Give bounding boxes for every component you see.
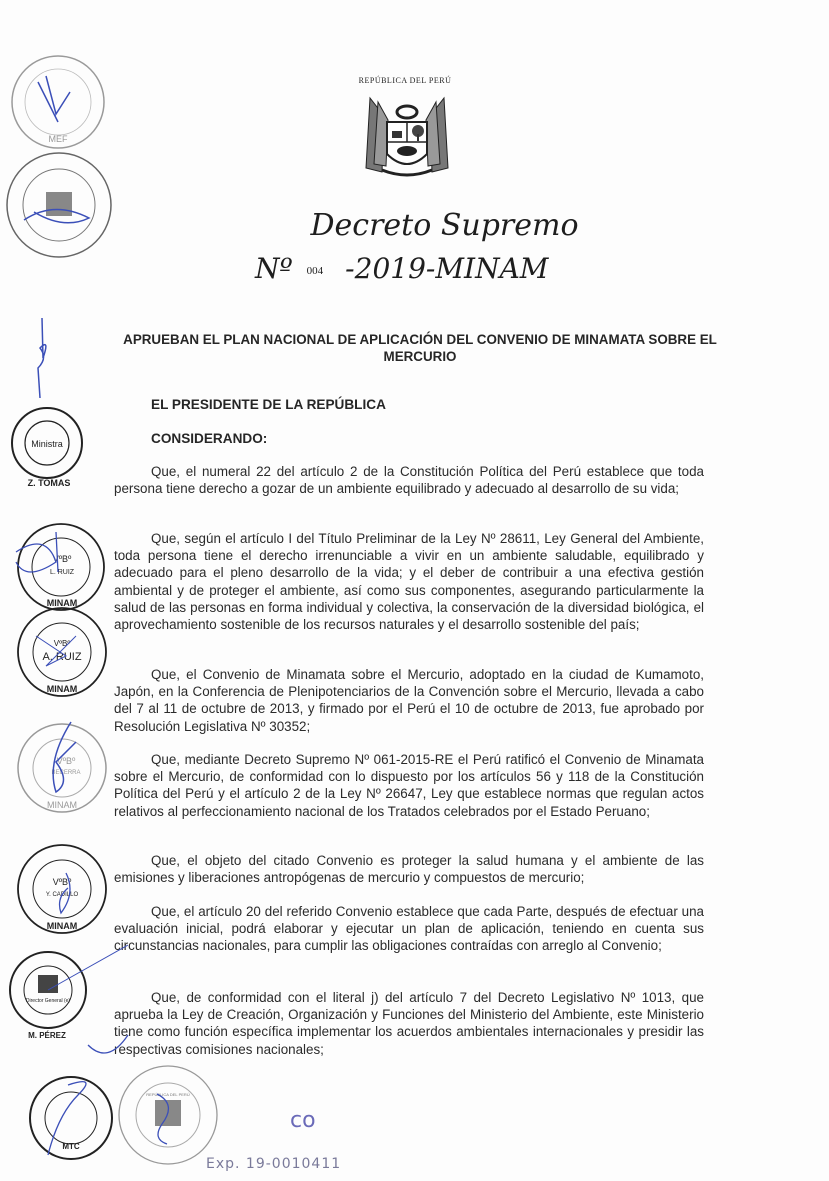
decree-number — [255, 252, 548, 285]
stamp-name-perez: M. PÉREZ — [28, 1031, 66, 1040]
peru-coat-of-arms-icon — [352, 76, 462, 186]
paragraph-1: Que, el numeral 22 del artículo 2 de la Constitución Política del Perú establece que toda persona tiene derecho a gozar de un ambiente equilibrado y adecuado al desarrollo de su vida; — [114, 464, 704, 497]
paragraph-4: Que, mediante Decreto Supremo Nº 061-2015-RE el Perú ratificó el Convenio de Minamata sobre el Mercurio, de conformidad con lo dispuesto por los artículos 56 y 118 de la Constitución Política del Perú y el artículo 2 de la Ley Nº 26647, Ley que establece normas que regulan actos relativos al perfeccionamiento nacional de los Tratados celebrados por el Estado Peruano; — [114, 752, 704, 819]
paragraph-2: Que, según el artículo I del Título Preliminar de la Ley Nº 28611, Ley General del Ambiente, toda persona tiene el derecho irrenunciable a vivir en un ambiente saludable, equilibrado y adecuado para el pleno desarrollo de la vida; y el deber de contribuir a una efectiva gestión ambiental y de proteger el ambiente, así como sus componentes, asegurando particularmente la salud de las personas en forma individual y colectiva, la conservación de la diversidad biológica, el aprovechamiento sostenible de los recursos naturales y el desarrollo sostenible del país; — [114, 531, 704, 633]
stamp-text: VºBº — [52, 877, 72, 887]
stamp-minam-vgma — [16, 606, 108, 698]
stamp-mtc-asesoria — [28, 1075, 114, 1161]
stamp-text: MINAM — [46, 684, 78, 694]
stamp-mef-dgaeii — [117, 1064, 219, 1166]
stamp-text: L. RUIZ — [49, 569, 75, 576]
crest-label: REPÚBLICA DEL PERÚ — [358, 76, 452, 85]
document-type-title: Decreto Supremo — [310, 208, 579, 243]
decree-number-value: 004 — [306, 264, 324, 277]
paragraph-3: Que, el Convenio de Minamata sobre el Mercurio, adoptado en la ciudad de Kumamoto, Japón, en la Conferencia de Plenipotenciarios de la Convención sobre el Mercurio, llevada a cabo del 7 al 11 de octubre de 2013, y firmado por el Perú el 10 de octubre de 2013, fue aprobado por Resolución Legislativa Nº 30352; — [114, 667, 704, 734]
stamp-minam-calidad — [16, 722, 108, 814]
stamp-text: Ministra — [31, 439, 63, 449]
stamp-text: Y. CADILLO — [45, 892, 79, 898]
stamp-text: MINAM — [47, 800, 77, 810]
paragraph-7: Que, de conformidad con el literal j) del artículo 7 del Decreto Legislativo Nº 1013, que aprueba la Ley de Creación, Organización y Funciones del Ministerio del Ambiente, este Ministerio tiene como función específica implementar los acuerdos ambientales internacionales y presidir las respectivas comisiones nacionales; — [114, 990, 704, 1057]
stamp-name-tomas: Z. TOMAS — [27, 478, 71, 488]
stamp-text: MINAM — [46, 598, 78, 608]
stamp-mef-asesoria — [4, 150, 114, 260]
stamp-text: MEF — [48, 134, 68, 144]
stamp-vice-ministro-economia — [8, 52, 108, 152]
stamp-text: BECERRA — [51, 770, 81, 776]
paragraph-6: Que, el artículo 20 del referido Convenio establece que cada Parte, después de efectuar una evaluación inicial, podrá elaborar y ejecutar un plan de aplicación, teniendo en cuenta sus circunstancias nacionales, para cumplir las obligaciones contraídas con arreglo al Convenio; — [114, 904, 704, 954]
number-prefix: Nº — [255, 252, 293, 285]
stamp-minam-asesoria — [16, 843, 108, 935]
stamp-text: MTC — [62, 1142, 80, 1151]
paragraph-5: Que, el objeto del citado Convenio es proteger la salud humana y el ambiente de las emisiones y liberaciones antropógenas de mercurio y compuestos de mercurio; — [114, 853, 704, 886]
stamp-text: A. RUIZ — [42, 651, 82, 663]
handwritten-expediente: Exp. 19-0010411 — [206, 1156, 342, 1172]
stamp-ministerio-salud — [10, 406, 84, 480]
stamp-text: VºBº — [56, 756, 76, 766]
decree-number-suffix: -2019-MINAM — [345, 252, 549, 285]
authority-heading: EL PRESIDENTE DE LA REPÚBLICA — [151, 397, 386, 412]
decree-subject: APRUEBAN EL PLAN NACIONAL DE APLICACIÓN DEL CONVENIO DE MINAMATA SOBRE EL MERCURIO — [123, 332, 717, 364]
handwritten-initials: co — [290, 1108, 316, 1133]
stamp-text: MINAM — [46, 921, 78, 931]
stamp-text: REPÚBLICA DEL PERÚ — [146, 1092, 190, 1097]
signature-mark — [36, 318, 50, 398]
considering-heading: CONSIDERANDO: — [151, 431, 268, 446]
stamp-text: VºBº — [53, 639, 71, 648]
stamp-text: VºBº — [52, 554, 72, 564]
stamp-minam-despacho — [16, 522, 106, 612]
stamp-produccion — [8, 950, 88, 1030]
stamp-text: Director General (e) — [25, 998, 71, 1004]
